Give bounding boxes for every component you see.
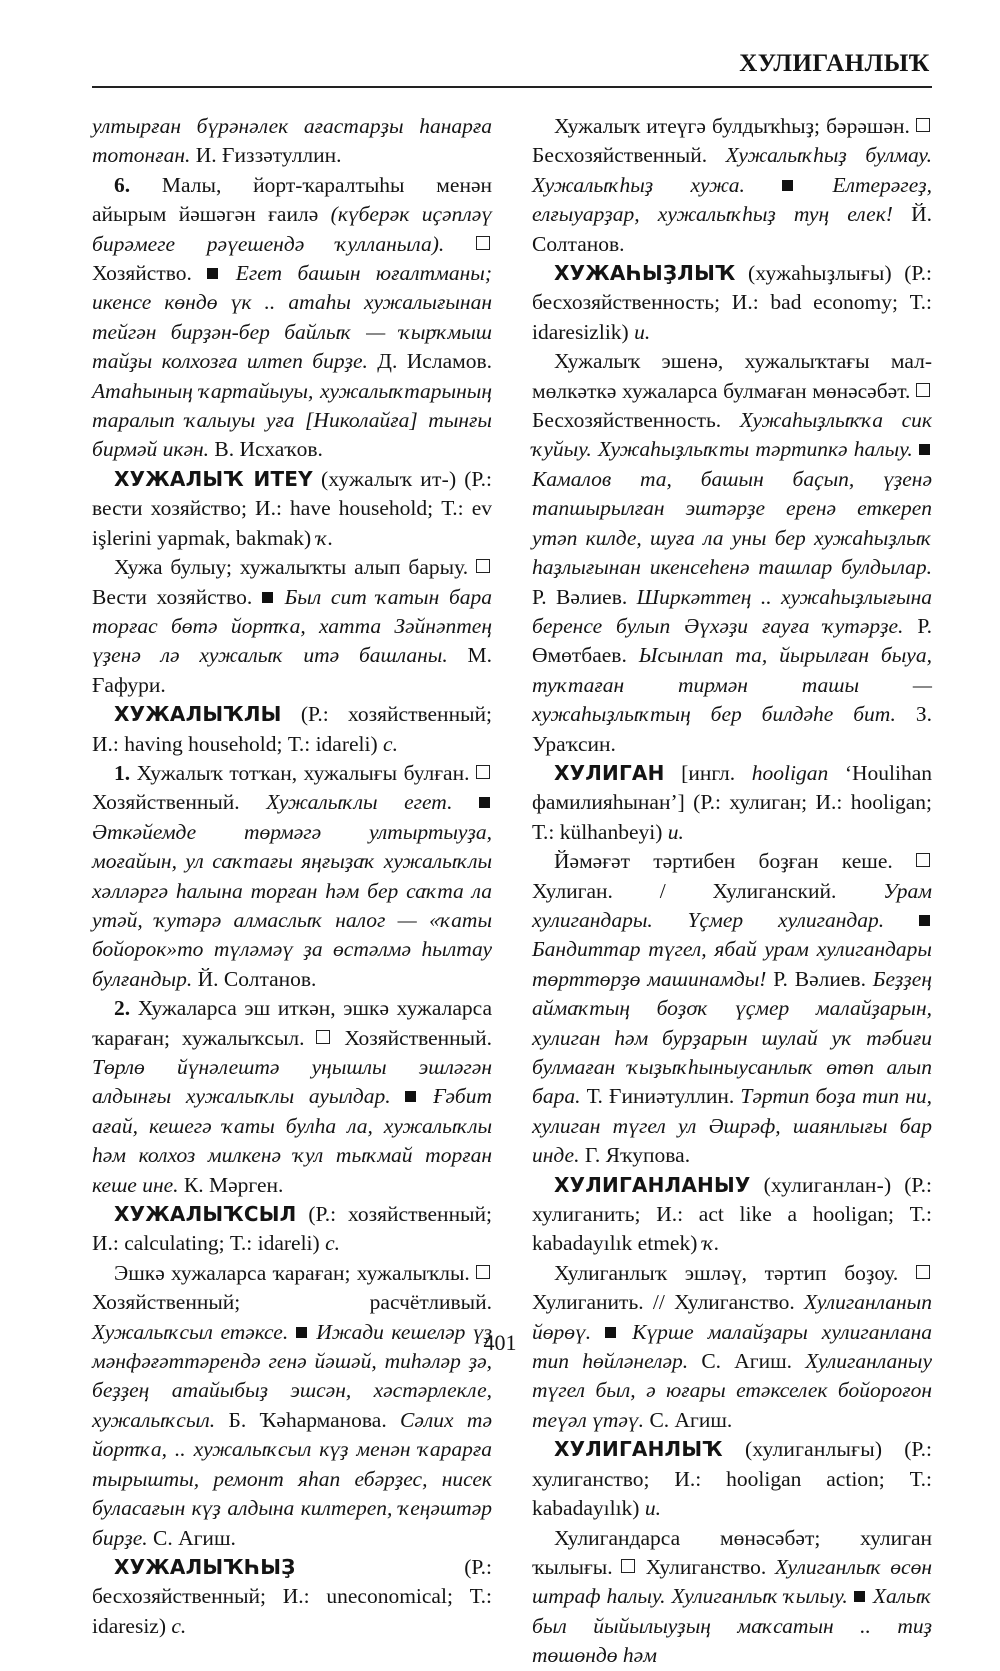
equivalent-box-icon: [916, 853, 930, 867]
left-column: [92, 112, 492, 1641]
entry-continuation: ултырған бүрәнәлек ағастарҙы һанарға тотонған. И. Ғиззәтуллин.: [92, 114, 492, 168]
entry-head-xuzhalykhyz: ХУЖАЛЫҠҺЫҘ (Р.: бесхозяйственный; И.: uneconomical; Т.: idaresiz) с.: [92, 1554, 492, 1638]
example-square-icon: [405, 1091, 416, 1102]
entry-body: Хулиганлыҡ эшләү, тәртип боҙоу. Хулиганить. // Хулиганство. Хулиганланып йөрөү. Күрше малайҙары хулиганлана тип һөйләнеләр. С. Агиш. Хулиганланыу түгел был, ә юғары етәкселек бойороғон теүәл үтәү. С. Агиш.: [532, 1260, 933, 1432]
example-square-icon: [919, 915, 930, 926]
entry-head-xuliganlanyu: ХУЛИГАНЛАНЫУ (хулиганлан-) (Р.: хулиганить; И.: act like a hooligan; Т.: kabadayılık etmek) ҡ.: [532, 1172, 932, 1256]
example-square-icon: [782, 180, 793, 191]
entry-head-xuzhalyk-iteu: ХУЖАЛЫҠ ИТЕҮ (хужалыҡ ит-) (Р.: вести хозяйство; И.: have household; Т.: ev işlerini yapmak, bakmak) ҡ.: [92, 466, 493, 550]
equivalent-box-icon: [316, 1030, 330, 1044]
example-square-icon: [854, 1591, 865, 1602]
page-number: 401: [483, 1330, 517, 1355]
entry-body: Эшкә хужаларса ҡараған; хужалыҡлы. Хозяйственный; расчётливый. Хужалыҡсыл етәксе. Ижади кешеләр үҙ мәнфәғәттәрендә генә йәшәй, тиһәләр ҙә, беҙҙең атайыбыҙ эшсән, хәстәрлекле, хужалыҡсыл. Б. Ҡәһарманова. Сәлих тә йортҡа, .. хужалыҡсыл күҙ менән ҡарарға тырышты, ремонт яһап ебәрҙес, нисек буласағын күҙ алдына килтереп, ҡеңәштәр бирҙе. С. Агиш.: [92, 1260, 493, 1550]
equivalent-box-icon: [621, 1559, 635, 1573]
entry-head-xuzhalykly: ХУЖАЛЫҠЛЫ (Р.: хозяйственный; И.: having household; Т.: idareli) с.: [92, 702, 492, 756]
entry-head-xuzhahyzlyk: ХУЖАҺЫҘЛЫҠ (хужаһыҙлығы) (Р.: бесхозяйственность; И.: bad economy; Т.: idaresizlik) и.: [532, 261, 933, 344]
equivalent-box-icon: [916, 118, 930, 132]
entry-head-xuligan: ХУЛИГАН [ингл. hooligan ‘Houlihan фамилияһынан’] (Р.: хулиган; И.: hooligan; Т.: külhanbeyi) и.: [532, 760, 932, 844]
entry-body: Хужа булыу; хужалыҡты алып барыу. Вести хозяйство. Был сит ҡатын бара торғас бөтә йортҡа, хатта Зәйнәптең үҙенә лә хужалыҡ итә башланы. М. Ғафури.: [92, 555, 493, 697]
entry-body: Йәмәғәт тәртибен боҙған кеше. Хулиган. / Хулиганский. Урам хулигандары. Үҫмер хулигандар. Бандиттар түгел, ябай урам хулигандары төрттөрҙө машинамды! Р. Вәлиев. Беҙҙең аймаҡтың боҙоҡ үҫмер малайҙарын, хулиган һәм бурҙарын шулай уҡ тәбиғи булмаған ҡыҙыҡһыныусанлыҡ өтөп алып бара. Т. Ғиниәтуллин. Тәртип боҙа тип ни, хулиган түгел ул Әшрәф, шаянлығы бар инде. Г. Яҡупова.: [532, 849, 933, 1168]
entry-body: Хужалыҡ итеүгә булдыҡһыҙ; бәрәшән. Бесхозяйственный. Хужалыҡһыҙ булмау. Хужалыҡһыҙ хужа. Елтерәгеҙ, елғыуарҙар, хужалыҡһыҙ туң елек! Й. Солтанов.: [532, 114, 933, 256]
sense-2: 2. Хужаларса эш иткән, эшкә хужаларса ҡараған; хужалыҡсыл. Хозяйственный. Төрлө йүнәлештә уңышлы эшләгән алдынғы хужалыҡлы ауылдар. Ғәбит ағай, кешегә ҡаты булһа ла, хужалыҡлы һәм колхоз милкенә ҡул тыҡмай торған кеше ине. К. Мәрген.: [92, 996, 493, 1197]
equivalent-box-icon: [476, 236, 490, 250]
entry-body: Хужалыҡ эшенә, хужалыҡтағы мал-мөлкәткә хужаларса булмаған мөнәсәбәт. Бесхозяйственность. Хужаһыҙлыҡҡа сик ҡуйыу. Хужаһыҙлыҡты тәртипкә һалыу. Камалов та, башын баҫып, үҙенә тапшырылған эштәрҙе еренә еткереп утәп килде, шуға ла уны бер хужаһыҙлыҡ һаҙлығынан икенсеһенә ташлар булдылар. Р. Вәлиев. Ширкәттең .. хужаһыҙлығына беренсе булып Әүхәҙи ғауға ҡутәрҙе. Р. Өмөтбаев. Ысынлап та, йырылған быуа, туҡтаған тирмән ташы — хужаһыҙлыҡтың бер билдәһе бит. З. Ураҡсин.: [532, 349, 933, 756]
example-square-icon: [479, 797, 490, 808]
example-square-icon: [919, 444, 930, 455]
equivalent-box-icon: [476, 559, 490, 573]
entry-head-xuliganlyk: ХУЛИГАНЛЫҠ (хулиганлығы) (Р.: хулиганство; И.: hooligan action; Т.: kabadayılık) и.: [532, 1437, 932, 1521]
entry-head-xuzhalyksyl: ХУЖАЛЫҠСЫЛ (Р.: хозяйственный; И.: calculating; Т.: idareli) с.: [92, 1202, 492, 1256]
equivalent-box-icon: [916, 383, 930, 397]
equivalent-box-icon: [476, 765, 490, 779]
example-square-icon: [207, 268, 218, 279]
entry-body: Хулигандарса мөнәсәбәт; хулиган ҡылығы. Хулиганство. Хулиганлыҡ өсөн штраф һалыу. Хулиганлыҡ ҡылыу. Халыҡ был йыйылыуҙың маҡсатын .. тиҙ төшөндө һәм: [532, 1525, 933, 1668]
sense-1: 1. Хужалыҡ тотҡан, хужалығы булған. Хозяйственный. Хужалыҡлы егет. Әткәйемде төрмәгә ултыртыуҙа, моғайын, ул саҡтағы яңғыҙаҡ хужалыҡлы хәлләргә һалына торған һәм бер саҡта ла утәй, ҡутәрә алмаслыҡ налог — «ҡаты бойорок»то түләмәү ҙа өстәлмә һылтау булғандыр. Й. Солтанов.: [92, 760, 492, 991]
equivalent-box-icon: [476, 1265, 490, 1279]
header-rule: [92, 86, 932, 88]
example-square-icon: [262, 592, 273, 603]
right-column: [532, 112, 932, 1671]
sense-6: 6. Малы, йорт-ҡаралтыһы менән айырым йәшәгән ғаилә (күберәк иҫәпләү бирәмеге рәүешендә ҡулланыла). Хозяйство. Егет башын юғалтманы; икенсе көндө үк .. атаһы хужалығынан тейгән бирҙән-бер байлыҡ — ҡырҡмыш тайҙы колхозға илтеп бирҙе. Д. Исламов. Атаһының ҡартайыуы, хужалыҡтарының таралып ҡалыуы уға [Николайға] тынғы бирмәй икән. В. Исхаҡов.: [92, 172, 492, 462]
running-head: ХУЛИГАНЛЫҠ: [739, 50, 930, 77]
equivalent-box-icon: [916, 1265, 930, 1279]
